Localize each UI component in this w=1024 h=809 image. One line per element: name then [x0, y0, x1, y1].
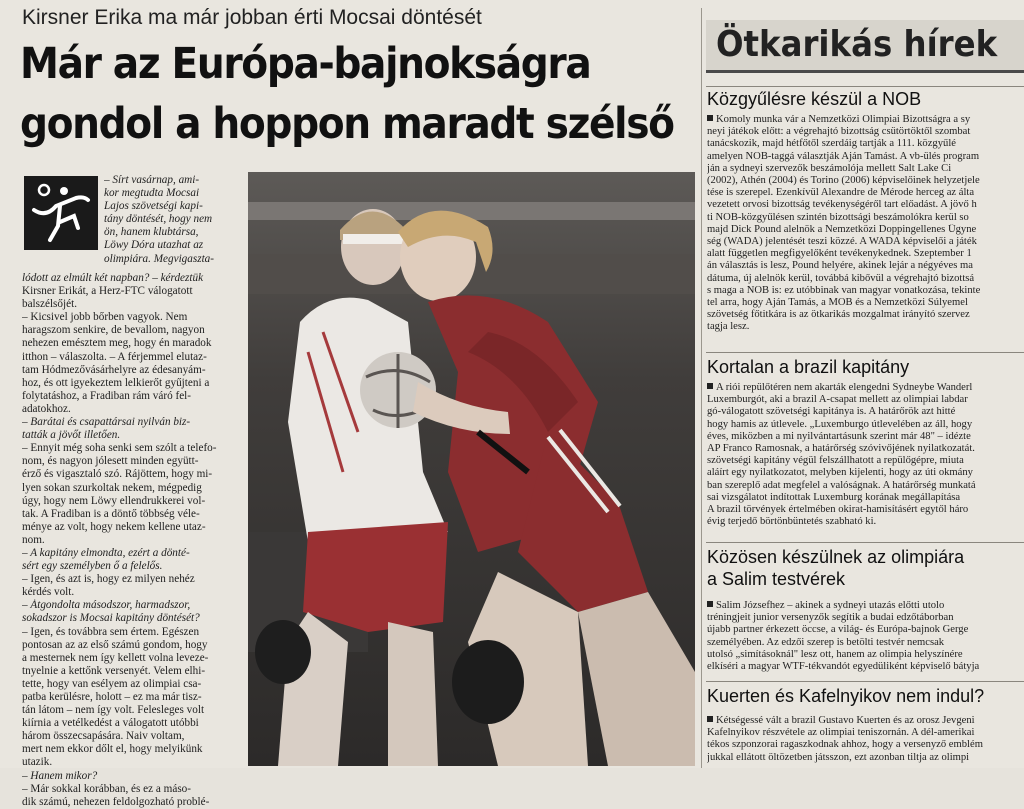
article-line: Kirsner Erikát, a Herz-FTC válogatott: [22, 285, 193, 298]
news-line: [707, 309, 1024, 321]
news-line: [707, 273, 1024, 285]
article-headline: [20, 34, 674, 154]
news-line-text: utolsó „simításoknál" lesz ott, hanem az olimpia helyszínére: [707, 648, 963, 660]
article-line: nom, és nagyon jólesett minden együtt-: [22, 455, 199, 468]
news-line: [707, 637, 1024, 649]
news-line: [707, 126, 1024, 138]
news-line: [707, 236, 1024, 248]
news-banner: [706, 20, 1024, 73]
article-line: haragszom senkire, de bevallom, nagyon: [22, 324, 205, 337]
news-line-text: szövetség főtitkára is az ötkarikás mozgalmat irányító szervez: [707, 309, 970, 321]
handball-match-photo: [248, 172, 695, 766]
article-line: – Hanem mikor?: [22, 769, 98, 782]
news-line-text: jukkal ellátott öltözetben játsszon, ezt azonban tiltja az olimpi: [707, 751, 970, 763]
article-line: ménye az volt, hogy nekem kellene utaz-: [22, 520, 206, 533]
article-line: tam Hódmezővásárhelyre az édesanyám-: [22, 363, 206, 376]
section-rule: [706, 542, 1024, 543]
news-line: [707, 394, 1024, 406]
news-line-text: ján a sydneyi szervezők beszámolója mellett Salt Lake Ci: [707, 162, 952, 174]
news-headline: [707, 546, 964, 590]
article-line: három összecsapására. Naiv voltam,: [22, 730, 185, 743]
news-line-text: sai vizsgálatot indítottak Luxemburg korának megállapítása: [707, 491, 961, 503]
news-line-text: elkíséri a magyar WTF-tékvandót egyedüliként képviselő bátyja: [707, 661, 980, 673]
news-line: [707, 727, 1024, 739]
article-line: hoz, és ott igyekeztem lelkierőt gyűjteni a: [22, 376, 210, 389]
article-line: sért egy személyben ő a felelős.: [22, 560, 163, 573]
news-line: [707, 260, 1024, 272]
news-line: [707, 492, 1024, 504]
news-line: [707, 224, 1024, 236]
bullet-square-icon: [707, 716, 713, 722]
news-headline: [707, 685, 984, 707]
news-line: [707, 138, 1024, 150]
article-kicker: Kirsner Erika ma már jobban érti Mocsai döntését: [22, 6, 482, 29]
news-line: [707, 715, 1024, 727]
news-line: [707, 199, 1024, 211]
news-line: [707, 649, 1024, 661]
news-line-text: hogy hamis az útlevele. „Luxemburgo útlevelében az áll, hogy: [707, 418, 973, 430]
section-rule: [706, 86, 1024, 87]
news-line-text: gó-válogatott szövetségi kapitánya is. A határőrök azt hitté: [707, 406, 956, 418]
article-line: kiírnia a vetélkedést a válogatott utóbbi: [22, 717, 199, 730]
news-line: [707, 321, 1024, 333]
article-line: sokadszor is Mocsai kapitány döntését?: [22, 612, 200, 625]
news-line: [707, 382, 1024, 394]
article-line: itthon – válaszolta. – A férjemmel elutaz-: [22, 350, 207, 363]
article-line: patba kerülésre, holott – ez ma már tisz-: [22, 691, 202, 703]
article-line: – Ennyit még soha senki sem szólt a telefo-: [22, 442, 217, 455]
article-line: – Átgondolta másodszor, harmadszor,: [22, 599, 191, 612]
news-line-text: A brazil törvények értelmében okirat-hamisításért egytől háro: [707, 504, 969, 516]
article-line: – Kicsivel jobb bőrben vagyok. Nem: [22, 311, 188, 324]
news-line: [707, 443, 1024, 455]
news-headline: [707, 356, 909, 378]
article-line: – A kapitány elmondta, ezért a dönté-: [22, 546, 190, 559]
article-line: Lajos szövetségi kapi-: [104, 200, 203, 213]
news-line: [707, 163, 1024, 175]
article-line: adatokhoz.: [22, 402, 71, 415]
headline-line-2: gondol a hoppon maradt szélső: [20, 99, 674, 149]
article-line: lyen sokan szurkoltak nekem, mégpedig: [22, 481, 202, 494]
news-line: [707, 624, 1024, 636]
news-body: [707, 382, 1024, 528]
bullet-square-icon: [707, 383, 713, 389]
article-intro: [104, 174, 240, 266]
news-line-text: amelyen NOB-taggá választják Aján Tamást. A vb-ülés program: [707, 150, 980, 162]
news-line: [707, 752, 1024, 764]
news-line-text: Komoly munka vár a Nemzetközi Olimpiai Bizottságra a sy: [716, 114, 971, 125]
news-line-text: neyi játékok előtt: a végrehajtó bizottság csütörtöktől szombat: [707, 126, 971, 138]
news-line-text: dátuma, új alelnök kerül, továbbá kibővül a végrehajtó bizottsá: [707, 272, 975, 284]
news-line-text: Kafelnyikov részvétele az olimpiai teniszornán. A dél-amerikai: [707, 727, 975, 739]
article-line: tatták a jövőt illetően.: [22, 429, 121, 442]
article-line: tette, hogy van esélyem az olimpiai csa-: [22, 677, 202, 690]
article-line: érző és vigasztaló szó. Rájöttem, hogy mi-: [22, 468, 213, 481]
article-line: – Barátai és csapattársai nyilván biz-: [22, 416, 191, 429]
news-line: [707, 212, 1024, 224]
news-line-text: aláírt egy nyilatkozatot, melyben kijelenti, hogy az úti okmány: [707, 467, 973, 479]
article-line: a mesternek nem így kellett volna leveze-: [22, 651, 209, 664]
news-line-text: tréningjeit junior versenyzők segítik a budai edzőtáborban: [707, 612, 954, 624]
news-line: [707, 739, 1024, 751]
news-line-text: személyében. Az edzői szerep is betölti testvér nemcsak: [707, 636, 945, 648]
article-line: pontosan az az első számú gondom, hogy: [22, 638, 208, 651]
news-line-text: tése is szerepel. Ezenkívül Alexandre de Mérode herceg az álta: [707, 187, 975, 199]
article-line: úgy, hogy nem Löwy ellendrukkerei vol-: [22, 494, 206, 507]
news-headline-line: Kuerten és Kafelnyikov nem indul?: [707, 686, 985, 706]
article-line: – Igen, és továbbra sem értem. Egészen: [22, 625, 200, 638]
headline-line-1: Már az Európa-bajnokságra: [20, 39, 591, 89]
article-line: Löwy Dóra utazhat az: [104, 239, 204, 252]
news-line-text: Salim Józsefhez – akinek a sydneyi utazás előtti utolo: [716, 600, 945, 611]
news-line: [707, 431, 1024, 443]
article-intro-lines: [104, 174, 240, 266]
news-body: [707, 114, 1024, 334]
news-line: [707, 175, 1024, 187]
news-line-text: án választás is lesz, Pound helyére, akinek lejár a négyéves ma: [707, 260, 973, 272]
section-rule: [706, 352, 1024, 353]
news-line-text: s maga a NOB is: ez utóbbinak van magyar vonatkozása, tekinte: [707, 284, 981, 296]
section-rule: [706, 681, 1024, 682]
news-line: [707, 504, 1024, 516]
news-line-text: tel arra, hogy Aján Tamás, a MOB és a Nemzetközi Súlyemel: [707, 297, 968, 309]
bullet-square-icon: [707, 601, 713, 607]
article-line: – Sírt vasárnap, ami-: [104, 174, 200, 186]
news-line: [707, 661, 1024, 673]
news-line-text: majd Dick Pound alelnök a Nemzetközi Doppingellenes Ügyne: [707, 223, 977, 235]
article-line: tán látom – nem így volt. Felesleges volt: [22, 704, 205, 717]
article-line: nehezen emésztem meg, hogy én maradok: [22, 337, 212, 350]
news-line-text: Luxemburgót, aki a brazil A-csapat mellett az olimpiai labdar: [707, 394, 968, 406]
news-line: [707, 248, 1024, 260]
article-line: tak. A Fradiban is a döntő többség véle-: [22, 507, 200, 520]
news-line: [707, 297, 1024, 309]
news-line-text: alatt független megfigyelőként tevékenykednek. Szeptember 1: [707, 248, 972, 260]
news-headline-line: Közösen készülnek az olimpiára: [707, 547, 965, 567]
news-body: [707, 715, 1024, 764]
news-line: [707, 455, 1024, 467]
article-line: kérdés volt.: [22, 586, 75, 599]
article-line: ön, hanem klubtársa,: [104, 226, 199, 239]
article-line: tnyelnie a kettőnk versenyét. Velem elhi-: [22, 664, 206, 677]
article-line: lódott az elmúlt két napban? – kérdeztük: [22, 272, 204, 284]
news-line-text: ban szereplő adat megfelel a valóságnak. A határőrség munkatá: [707, 479, 976, 491]
news-line: [707, 187, 1024, 199]
article-line: – Igen, és azt is, hogy ez milyen nehéz: [22, 573, 195, 586]
news-line-text: tanácskozik, majd hétfőtől szerdáig tartják a 111. közgyűlé: [707, 138, 956, 150]
article-line: utazik.: [22, 756, 53, 769]
handball-player-icon: [24, 176, 98, 250]
article-line: – Már sokkal korábban, és ez a máso-: [22, 782, 191, 795]
article-line: kor megtudta Mocsai: [104, 187, 200, 200]
news-body: [707, 600, 1024, 673]
article-body: [22, 272, 240, 809]
news-line-text: AP Franco Ramosnak, a határőrség szóvivőjének nyilatkozatát.: [707, 443, 975, 455]
banner-title: Ötkarikás hírek: [716, 24, 998, 65]
article-line: mert nem ekkor dőlt el, hogy melyikünk: [22, 743, 203, 756]
news-line: [707, 612, 1024, 624]
news-line: [707, 467, 1024, 479]
bullet-square-icon: [707, 115, 713, 121]
article-line: dik számú, nehezen feldolgozható problé-: [22, 795, 210, 808]
news-line-text: újabb partner érkezett öccse, a világ- és Európa-bajnok Gerge: [707, 624, 969, 636]
article-line: olimpiára. Megvigaszta-: [104, 252, 215, 265]
article-line: folytatáshoz, a Fradiban rám váró fel-: [22, 389, 191, 402]
news-line-text: tékos szponzorai ragaszkodnak ahhoz, hogy a versenyző emblém: [707, 739, 983, 751]
news-line-text: évig terjedő börtönbüntetés szabható ki.: [707, 516, 877, 528]
news-headline: [707, 88, 921, 110]
news-line-text: vezetett orvosi bizottság tevékenységéről tart előadást. A jövő h: [707, 199, 977, 211]
news-line-text: szövetségi kapitány végül felszállhatott a repülőgépre, miuta: [707, 455, 964, 467]
article-line: balszélsőjét.: [22, 298, 77, 311]
column-divider: [701, 8, 702, 768]
news-line: [707, 480, 1024, 492]
news-line: [707, 151, 1024, 163]
news-line-text: tagja lesz.: [707, 321, 750, 333]
news-line: [707, 516, 1024, 528]
news-line-text: (2002), Athén (2004) és Torino (2006) képviselőinek helyzetjele: [707, 175, 980, 187]
news-headline-line: Közgyűlésre készül a NOB: [707, 89, 922, 109]
news-line: [707, 419, 1024, 431]
news-line: [707, 285, 1024, 297]
news-line: [707, 114, 1024, 126]
news-line-text: A riói repülőtéren nem akarták elengedni Sydneybe Wanderl: [716, 382, 973, 393]
article-line: tány döntését, hogy nem: [104, 213, 213, 226]
news-line-text: éves, miközben a mi nyilvántartásunk szerint már 48" – idézte: [707, 430, 971, 442]
news-line-text: ség (WADA) jelentését teszi közzé. A WADA képviselői a játék: [707, 236, 977, 248]
article-body-lines: [22, 272, 240, 809]
news-line: [707, 600, 1024, 612]
news-headline-line: a Salim testvérek: [707, 569, 846, 589]
news-line-text: ti NOB-közgyűlésen szintén bizottsági beszámolókra kerül so: [707, 211, 969, 223]
news-line-text: Kétségessé vált a brazil Gustavo Kuerten és az orosz Jevgeni: [716, 715, 975, 726]
article-line: nom.: [22, 533, 45, 546]
news-headline-line: Kortalan a brazil kapitány: [707, 357, 910, 377]
news-line: [707, 406, 1024, 418]
